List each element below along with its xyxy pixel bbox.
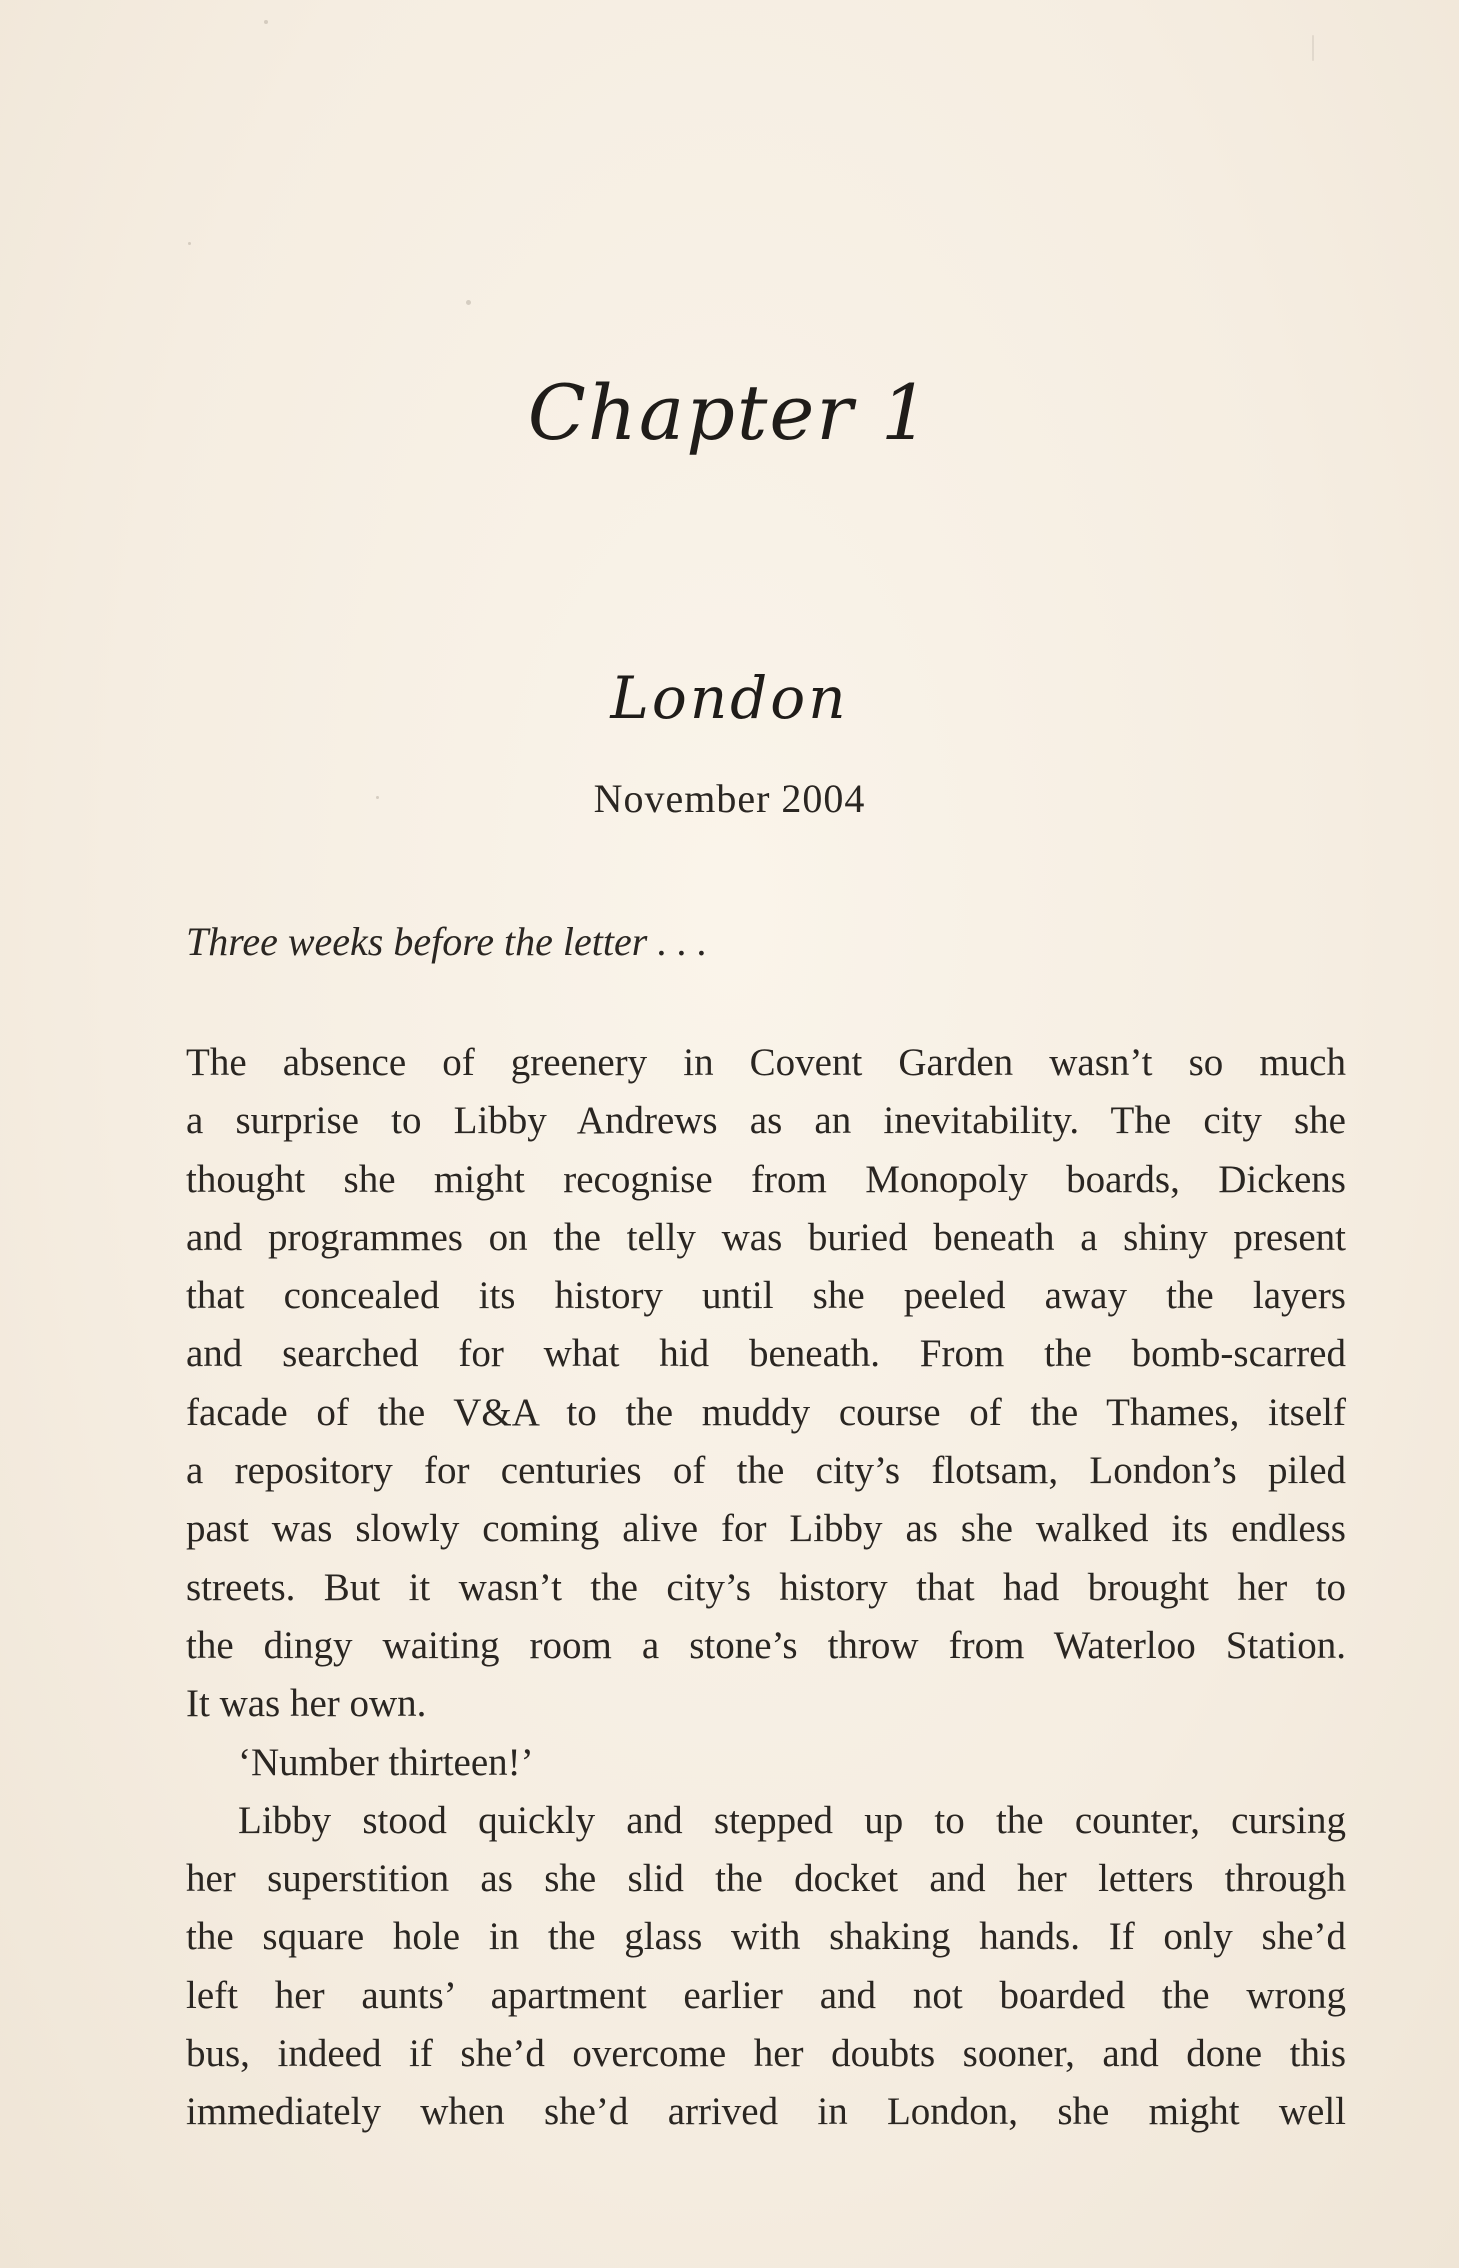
page-speck [188, 242, 191, 245]
text-line: ‘Number thirteen!’ [238, 1740, 534, 1784]
text-line: her superstition as she slid the docket and her letters through [186, 1857, 1346, 1901]
text-line: It was her own. [186, 1682, 427, 1726]
chapter-date: November 2004 [593, 776, 866, 821]
text-line: that concealed its history until she peeled away the layers [186, 1274, 1346, 1318]
text-line: left her aunts’ apartment earlier and not boarded the wrong [186, 1973, 1346, 2017]
text-line: a surprise to Libby Andrews as an inevitability. The city she [186, 1099, 1346, 1143]
text-line: thought she might recognise from Monopoly boards, Dickens [186, 1157, 1346, 1201]
text-line: a repository for centuries of the city’s flotsam, London’s piled [186, 1449, 1346, 1493]
text-line: the dingy waiting room a stone’s throw from Waterloo Station. [186, 1623, 1346, 1667]
text-line: past was slowly coming alive for Libby as she walked its endless [186, 1507, 1346, 1551]
chapter-location: London [610, 664, 849, 732]
text-line: and programmes on the telly was buried beneath a shiny present [186, 1215, 1346, 1259]
text-line: and searched for what hid beneath. From the bomb-scarred [186, 1332, 1346, 1376]
text-line: immediately when she’d arrived in London, she might well [186, 2090, 1346, 2134]
text-line: facade of the V&A to the muddy course of the Thames, itself [186, 1390, 1346, 1434]
page-speck [466, 300, 471, 305]
page-speck [1312, 35, 1314, 61]
body-text [186, 1034, 1346, 2142]
chapter-epigraph: Three weeks before the letter . . . [186, 919, 708, 964]
text-line: Libby stood quickly and stepped up to the counter, cursing [238, 1798, 1346, 1842]
text-line: bus, indeed if she’d overcome her doubts sooner, and done this [186, 2032, 1346, 2076]
chapter-title: Chapter 1 [527, 368, 932, 457]
text-line: The absence of greenery in Covent Garden wasn’t so much [186, 1041, 1346, 1084]
text-line: streets. But it wasn’t the city’s history that had brought her to [186, 1565, 1346, 1609]
page-speck [264, 20, 268, 24]
text-line: the square hole in the glass with shaking hands. If only she’d [186, 1915, 1346, 1959]
